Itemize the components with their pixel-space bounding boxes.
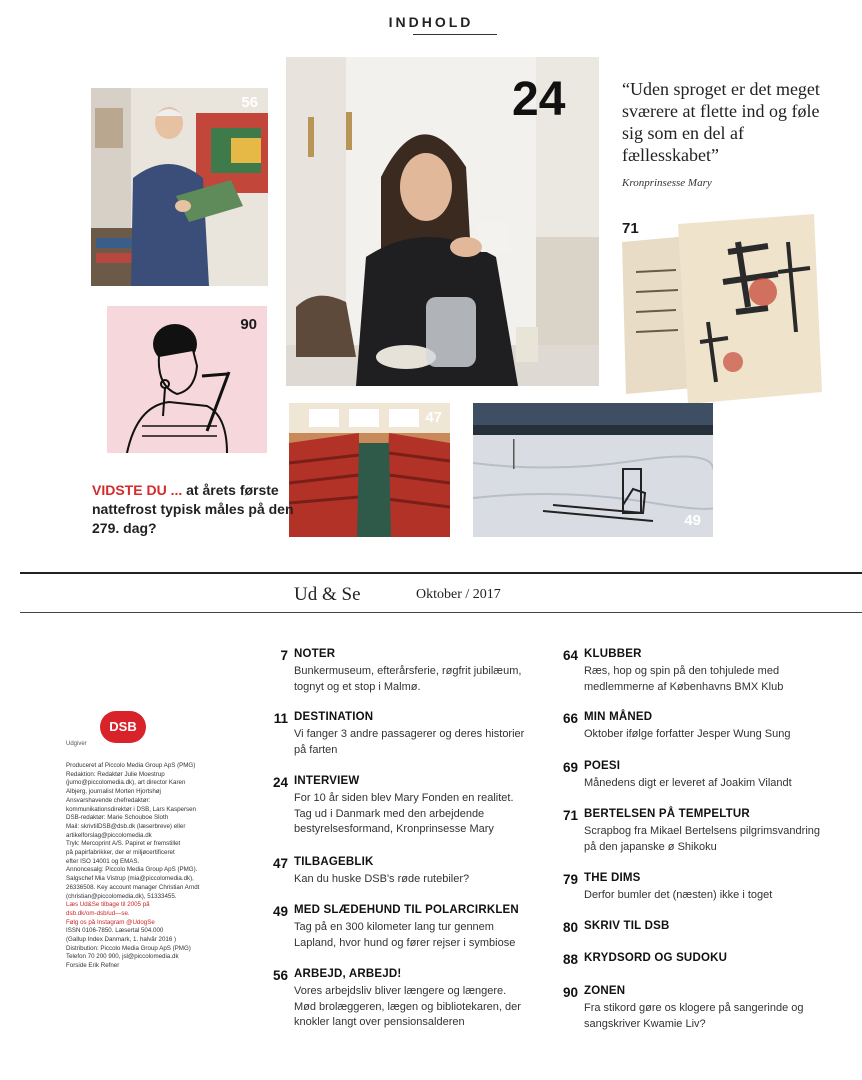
colophon-line: DSB-redaktør: Marie Schouboe Sloth — [66, 814, 169, 822]
toc-page-number: 79 — [562, 872, 578, 887]
toc-title: MED SLÆDEHUND TIL POLARCIRKLEN — [294, 904, 519, 916]
magazine-title: Ud & Se — [294, 584, 361, 605]
toc-page-number: 56 — [272, 968, 288, 983]
section-title: INDHOLD — [388, 14, 474, 30]
toc-title: THE DIMS — [584, 872, 641, 884]
toc-title: SKRIV TIL DSB — [584, 920, 670, 932]
toc-page-number: 47 — [272, 856, 288, 871]
photo-dog-sled[interactable] — [473, 403, 713, 537]
toc-description: Tag på en 300 kilometer lang tur gennem Lapland, hvor hund og fører rejser i symbiose — [294, 921, 516, 949]
toc-description: Månedens digt er leveret af Joakim Vilandt — [584, 777, 792, 789]
section-title-underline — [413, 34, 497, 35]
colophon-line: Produceret af Piccolo Media Group ApS (PMG) — [66, 762, 196, 769]
featured-page-number: 24 — [512, 73, 566, 126]
toc-title: NOTER — [294, 648, 336, 660]
toc-page-number: 88 — [562, 952, 578, 967]
toc-page-number: 90 — [562, 985, 578, 1000]
colophon-line: Salgschef Mia Vistrup (mia@piccolomedia.dk), — [66, 875, 194, 883]
toc-description: Bunkermuseum, efterårsferie, røgfrit jubilæum, tognyt og et stop i Malmø. — [294, 665, 522, 693]
photo-page-number: 56 — [241, 94, 258, 111]
toc-description: Vores arbejdsliv bliver længere og længere. Mød brolæggeren, lægen og bibliotekaren, der knokler langt over pensionsalderen — [294, 985, 521, 1028]
toc-title: MIN MÅNED — [584, 711, 653, 723]
colophon-line: Ansvarshavende chefredaktør: — [66, 796, 151, 804]
masthead-rule-top — [20, 572, 862, 574]
toc-page-number: 24 — [272, 775, 288, 790]
toc-page-number: 80 — [562, 920, 578, 935]
colophon-line: Mail: skrivtilDSB@dsb.dk (læserbreve) eller — [66, 822, 186, 830]
toc-description: Scrapbog fra Mikael Bertelsens pilgrimsvandring på den japanske ø Shikoku — [584, 825, 820, 853]
colophon-line: 26336508. Key account manager Christian Arndt — [66, 883, 200, 891]
toc-title: KRYDSORD OG SUDOKU — [584, 952, 728, 964]
colophon-line: Læs Ud&Se tilbage til 2005 på — [66, 901, 150, 909]
colophon — [66, 762, 256, 971]
did-you-know-fact — [92, 481, 312, 538]
colophon-line: dsb.dk/om-dsb/ud—se. — [66, 909, 130, 917]
dsb-logo: DSB — [100, 711, 146, 743]
colophon-line: på papirfabrikker, der er miljøcertificeret — [66, 849, 175, 857]
toc-page-number: 66 — [562, 711, 578, 726]
magazine-issue: Oktober / 2017 — [416, 587, 501, 602]
toc-description: Vi fanger 3 andre passagerer og deres historier på farten — [294, 728, 525, 756]
colophon-line: (jumo@piccolomedia.dk), art director Karen — [66, 779, 186, 787]
colophon-line: Redaktion: Redaktør Julie Moestrup — [66, 770, 165, 778]
toc-title: BERTELSEN PÅ TEMPELTUR — [584, 808, 750, 820]
photo-page-number: 90 — [240, 316, 257, 333]
did-you-know-lead: VIDSTE DU ... — [92, 482, 183, 498]
photo-calligraphy[interactable] — [618, 212, 824, 408]
colophon-line: artikelforslag@piccolomedia.dk — [66, 831, 152, 839]
toc-description: Oktober ifølge forfatter Jesper Wung Sung — [584, 728, 791, 740]
quote-attribution: Kronprinsesse Mary — [622, 177, 712, 189]
toc-title: TILBAGEBLIK — [294, 856, 374, 868]
toc-title: ZONEN — [584, 985, 626, 997]
colophon-line: Albjerg, journalist Morten Hjortshøj — [66, 788, 161, 796]
did-you-know-text: at årets første nattefrost typisk måles på den 279. dag? — [92, 482, 294, 536]
masthead-rule-bottom — [20, 612, 862, 613]
colophon-line: (christian@piccolomedia.dk), 51333455. — [66, 892, 177, 900]
photo-page-number: 49 — [684, 512, 701, 529]
toc-description: Ræs, hop og spin på den tohjulede med medlemmerne af Københavns BMX Klub — [584, 665, 784, 693]
toc-title: KLUBBER — [584, 648, 642, 660]
toc-description: Fra stikord gøre os klogere på sangerinde og sangskriver Kwamie Liv? — [584, 1002, 804, 1030]
photo-bus-seats[interactable] — [289, 403, 450, 537]
colophon-line: kommunikationsdirektør i DSB, Lars Kaspersen — [66, 805, 196, 813]
colophon-line: Følg os på Instagram @UdogSe — [66, 918, 155, 926]
publisher-label: Udgiver — [66, 741, 87, 747]
colophon-line: Tryk: Mercoprint A/S. Papiret er fremstillet — [66, 840, 181, 848]
toc-page-number: 7 — [280, 648, 288, 663]
toc-page-number: 64 — [562, 648, 578, 663]
photo-page-number: 47 — [425, 409, 442, 426]
toc-description: Kan du huske DSB's røde rutebiler? — [294, 873, 470, 885]
colophon-line: (Gallup Index Danmark, 1. halvår 2016 ) — [66, 936, 177, 944]
toc-title: DESTINATION — [294, 711, 374, 723]
colophon-line: Annoncesalg: Piccolo Media Group ApS (PMG). — [66, 866, 198, 874]
toc-description: Derfor bumler det (næsten) ikke i toget — [584, 889, 773, 901]
toc-description: For 10 år siden blev Mary Fonden en realitet. Tag ud i Danmark med den arbejdende bestyrelsesformand, Kronprinsesse Mary — [294, 792, 514, 835]
toc-page-number: 69 — [562, 760, 578, 775]
colophon-line: Distribution: Piccolo Media Group ApS (PMG) — [66, 944, 191, 952]
toc-page-number: 49 — [272, 904, 288, 919]
toc-title: INTERVIEW — [294, 775, 360, 787]
colophon-line: Forside Erik Refner — [66, 962, 120, 970]
illustration-singer[interactable] — [107, 306, 267, 453]
photo-page-number: 71 — [622, 220, 639, 237]
toc-page-number: 71 — [562, 808, 578, 823]
toc-title: POESI — [584, 760, 621, 772]
colophon-line: Telefon 70 200 900, jsl@piccolomedia.dk — [66, 953, 179, 961]
feature-quote: “Uden sproget er det meget sværere at flette ind og føle sig som en del af fællesskabet” — [622, 79, 820, 165]
toc-title: ARBEJD, ARBEJD! — [294, 968, 402, 980]
toc-page-number: 11 — [273, 711, 288, 726]
photo-elderly-man[interactable] — [91, 88, 268, 286]
colophon-line: efter ISO 14001 og EMAS. — [66, 857, 140, 865]
colophon-line: ISSN 0106-7850. Læsertal 504.000 — [66, 927, 164, 935]
